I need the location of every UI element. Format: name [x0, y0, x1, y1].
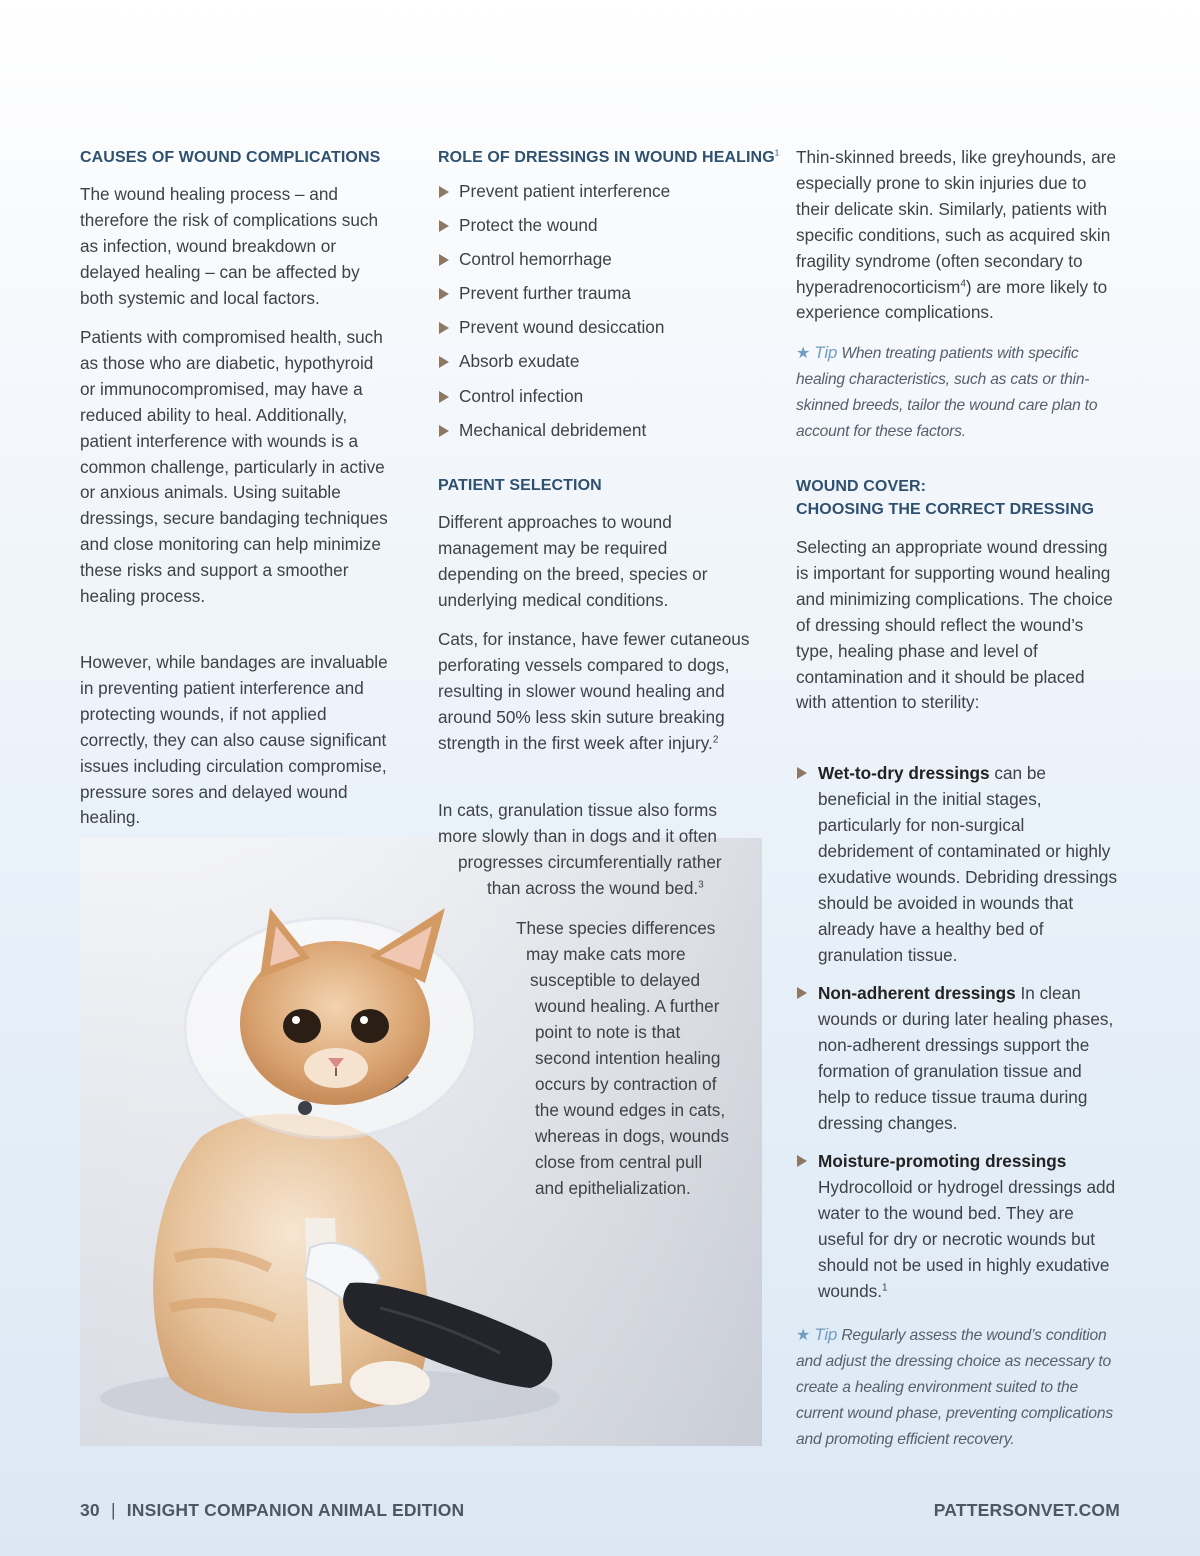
- wrap-line: close from central pull: [535, 1152, 703, 1172]
- tip-label: Tip: [814, 343, 838, 362]
- wound-cover-paragraph: Selecting an appropriate wound dressing is important for supporting wound healing and minimizing complications. The choice of dressing should reflect the wound’s type, healing phase and level of contamination and it should be placed with attention to sterility:: [796, 537, 1113, 713]
- wrap-line: wound healing. A further: [535, 996, 720, 1016]
- publication-name: INSIGHT COMPANION ANIMAL EDITION: [126, 1500, 465, 1520]
- list-item: [438, 348, 768, 382]
- footer-left: [80, 1500, 464, 1521]
- dressings-role-heading: [438, 146, 779, 169]
- dressing-text: Hydrocolloid or hydrogel dressings add water to the wound bed. They are useful for dry or necrotic wounds but should not be used in highly exudative wounds.: [818, 1177, 1116, 1301]
- dressing-roles-list: [438, 178, 768, 451]
- wrap-line: whereas in dogs, wounds: [535, 1126, 729, 1146]
- dressing-title: Non-adherent dressings: [818, 983, 1016, 1003]
- wrap-line: the wound edges in cats,: [535, 1100, 726, 1120]
- wrap-line: and epithelialization.: [535, 1178, 691, 1198]
- triangle-bullet-icon: [797, 1155, 807, 1167]
- footer-separator: |: [110, 1500, 116, 1520]
- wound-cover-heading-line-2: CHOOSING THE CORRECT DRESSING: [796, 501, 1095, 518]
- wrap-line: second intention healing: [535, 1048, 721, 1068]
- triangle-bullet-icon: [439, 254, 449, 266]
- tip-text: When treating patients with specific healing characteristics, such as cats or thin-skinned breeds, tailor the wound care plan to account for these factors.: [796, 345, 1098, 440]
- wrap-line: In cats, granulation tissue also forms: [438, 800, 717, 820]
- star-icon: ★: [796, 1327, 811, 1344]
- list-item-label: Control infection: [459, 385, 584, 406]
- list-item: [438, 178, 768, 212]
- list-item-label: Protect the wound: [459, 215, 598, 236]
- tip-callout-1: [796, 340, 1116, 445]
- paragraph-text: Cats, for instance, have fewer cutaneous perforating vessels compared to dogs, resulting in slower wound healing and around 50% less skin suture breaking strength in the first week after injury.: [438, 629, 750, 753]
- triangle-bullet-icon: [439, 288, 449, 300]
- wrap-line: occurs by contraction of: [535, 1074, 717, 1094]
- patient-selection-heading: PATIENT SELECTION: [438, 477, 602, 494]
- list-item: [796, 760, 1118, 968]
- reference-mark: 1: [882, 1282, 888, 1294]
- wrap-line: point to note is that: [535, 1022, 681, 1042]
- reference-mark: 2: [712, 733, 719, 745]
- tip-text: Regularly assess the wound’s condition and adjust the dressing choice as necessary to create a healing environment suited to the current wound phase, preventing complications and promoting efficient recovery.: [796, 1327, 1113, 1448]
- triangle-bullet-icon: [439, 356, 449, 368]
- reference-mark: 3: [698, 879, 704, 891]
- dressing-text: In clean wounds or during later healing phases, non-adherent dressings support the formation of granulation tissue and help to reduce tissue trauma during dressing changes.: [818, 983, 1114, 1133]
- triangle-bullet-icon: [439, 391, 449, 403]
- wound-cover-heading: [796, 475, 1094, 521]
- triangle-bullet-icon: [797, 987, 807, 999]
- list-item-label: Prevent wound desiccation: [459, 317, 665, 338]
- list-item-label: Absorb exudate: [459, 351, 580, 372]
- wrap-line: [487, 875, 704, 901]
- paragraph-text: Thin-skinned breeds, like greyhounds, are especially prone to skin injuries due to their delicate skin. Similarly, patients with specific conditions, such as acquired skin fragility syndrome (often secondary to hyperadrenocorticism: [796, 147, 1117, 297]
- causes-paragraph-2: Patients with compromised health, such as those who are diabetic, hypothyroid or immunocompromised, may have a reduced ability to heal. Additionally, patient interference with wounds is a common challenge, particularly in active or anxious animals. Using suitable dressings, secure bandaging techniques and close monitoring can help minimize these risks and support a smoother healing process.: [80, 327, 388, 607]
- triangle-bullet-icon: [439, 425, 449, 437]
- wrap-line: may make cats more: [526, 944, 686, 964]
- list-item: [796, 1148, 1118, 1304]
- dressing-title: Moisture-promoting dressings: [818, 1151, 1067, 1171]
- list-item: [796, 980, 1118, 1136]
- dressings-role-heading-text: ROLE OF DRESSINGS IN WOUND HEALING: [438, 149, 775, 166]
- wrap-line: susceptible to delayed: [530, 970, 701, 990]
- list-item: [438, 246, 768, 280]
- list-item: [438, 280, 768, 314]
- wrap-line: These species differences: [516, 918, 716, 938]
- list-item: [438, 383, 768, 417]
- causes-paragraph-3: However, while bandages are invaluable in preventing patient interference and protecting wounds, if not applied correctly, they can also cause significant issues including circulation compromise, pressure sores and delayed wound healing.: [80, 652, 388, 828]
- causes-heading: CAUSES OF WOUND COMPLICATIONS: [80, 149, 381, 166]
- tip-label: Tip: [814, 1325, 838, 1344]
- list-item-label: Control hemorrhage: [459, 249, 612, 270]
- star-icon: ★: [796, 345, 811, 362]
- triangle-bullet-icon: [797, 767, 807, 779]
- dressing-text: can be beneficial in the initial stages, particularly for non-surgical debridement of contaminated or highly exudative wounds. Debriding dressings should be avoided in wounds that already have a healthy bed of granulation tissue.: [818, 763, 1118, 965]
- reference-mark: 4: [960, 277, 966, 289]
- wrap-line: progresses circumferentially rather: [458, 852, 722, 872]
- dressings-role-heading-ref: 1: [774, 148, 780, 158]
- footer-site-link[interactable]: PATTERSONVET.COM: [933, 1500, 1120, 1520]
- triangle-bullet-icon: [439, 186, 449, 198]
- causes-paragraph-1: The wound healing process – and therefore the risk of complications such as infection, wound breakdown or delayed healing – can be affected by both systemic and local factors.: [80, 184, 379, 308]
- list-item-label: Prevent further trauma: [459, 283, 631, 304]
- page-number: 30: [80, 1500, 100, 1520]
- patient-selection-paragraph-1: Different approaches to wound management may be required depending on the breed, species or underlying medical conditions.: [438, 512, 708, 610]
- dressing-title: Wet-to-dry dressings: [818, 763, 990, 783]
- paragraph-text: ) are more likely to experience complications.: [796, 276, 1108, 323]
- wrap-line-text: than across the wound bed.: [487, 878, 699, 898]
- patient-selection-paragraph-2: [438, 627, 764, 757]
- wrap-line: more slowly than in dogs and it often: [438, 826, 717, 846]
- triangle-bullet-icon: [439, 220, 449, 232]
- list-item: [438, 417, 768, 451]
- list-item: [438, 212, 768, 246]
- dressing-types-list: [796, 760, 1118, 1316]
- tip-callout-2: [796, 1322, 1121, 1453]
- list-item: [438, 314, 768, 348]
- triangle-bullet-icon: [439, 322, 449, 334]
- wound-cover-heading-line-1: WOUND COVER:: [796, 478, 927, 495]
- thin-skinned-paragraph: [796, 145, 1121, 326]
- list-item-label: Mechanical debridement: [459, 419, 647, 440]
- list-item-label: Prevent patient interference: [459, 181, 671, 201]
